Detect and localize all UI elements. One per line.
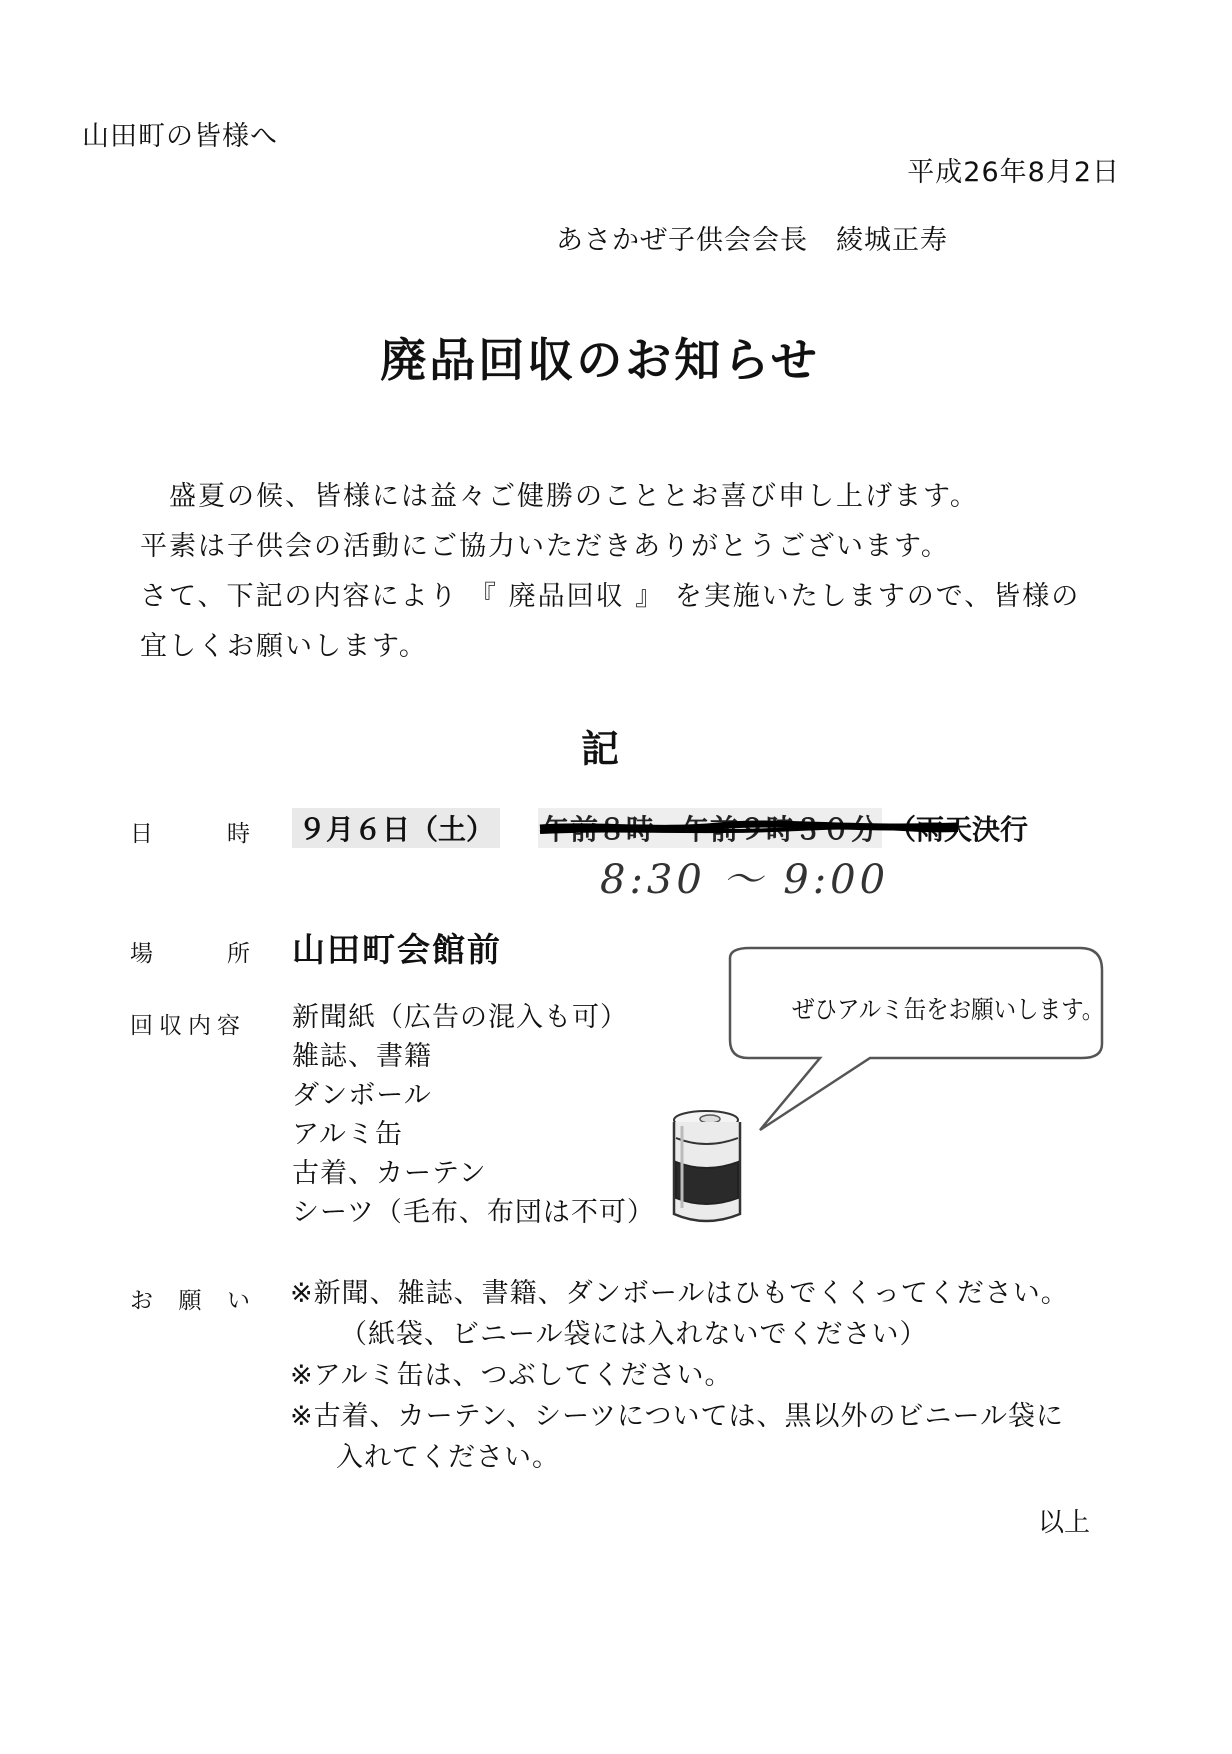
greeting-line: 平素は子供会の活動にご協力いただきありがとうございます。	[140, 531, 950, 562]
requests-list	[290, 1273, 1069, 1478]
items-label: 回収内容	[130, 1013, 246, 1039]
items-list	[292, 998, 655, 1232]
datetime-label	[130, 815, 250, 848]
request-label-char: お	[130, 1288, 153, 1314]
request-item: ※アルミ缶は、つぶしてください。	[290, 1360, 733, 1391]
closing: 以上	[1037, 1508, 1090, 1538]
list-item: アルミ缶	[292, 1119, 403, 1150]
list-item: 新聞紙（広告の混入も可）	[292, 1002, 628, 1033]
greeting-line: さて、下記の内容により 『 廃品回収 』 を実施いたしますので、皆様の	[140, 581, 1081, 612]
struck-time	[538, 808, 882, 848]
place-label	[130, 935, 250, 968]
ki-heading: 記	[580, 727, 619, 771]
request-label	[130, 1282, 250, 1315]
datetime-value	[292, 808, 1028, 848]
bubble-text: ぜひアルミ缶をお願いします。	[792, 995, 1105, 1024]
place-label-char: 場	[130, 941, 153, 967]
handwritten-time: 8:30 ～ 9:00	[600, 857, 890, 903]
datetime-label-char: 日	[130, 821, 153, 847]
greeting-line: 宜しくお願いします。	[140, 631, 428, 662]
list-item: 古着、カーテン	[292, 1158, 487, 1189]
struck-time-text: 午前８時～午前９時３０分	[542, 813, 879, 846]
aluminum-can-icon	[668, 1108, 748, 1228]
request-item: 入れてください。	[336, 1442, 560, 1473]
strikethrough-mark	[538, 808, 958, 848]
greeting-line: 盛夏の候、皆様には益々ご健勝のこととお喜び申し上げます。	[140, 481, 979, 512]
sender: あさかぜ子供会会長 綾城正寿	[556, 225, 948, 256]
place-label-char: 所	[227, 941, 250, 967]
request-item: ※新聞、雑誌、書籍、ダンボールはひもでくくってください。	[290, 1278, 1069, 1309]
list-item: シーツ（毛布、布団は不可）	[292, 1197, 655, 1228]
request-label-char: い	[227, 1288, 250, 1314]
list-item: ダンボール	[292, 1080, 432, 1111]
rain-note: （雨天決行	[888, 813, 1029, 846]
addressee: 山田町の皆様へ	[82, 121, 278, 152]
request-label-char: 願	[178, 1288, 202, 1314]
list-item: 雑誌、書籍	[292, 1041, 432, 1072]
greeting-paragraph	[140, 472, 1080, 672]
event-date: ９月６日（土）	[292, 808, 500, 848]
request-item: （紙袋、ビニール袋には入れないでください）	[340, 1319, 928, 1350]
document-date: 平成26年8月2日	[907, 157, 1120, 188]
datetime-label-char: 時	[227, 821, 250, 847]
page-title: 廃品回収のお知らせ	[380, 333, 820, 387]
place-value: 山田町会館前	[292, 930, 502, 969]
request-item: ※古着、カーテン、シーツについては、黒以外のビニール袋に	[290, 1401, 1064, 1432]
